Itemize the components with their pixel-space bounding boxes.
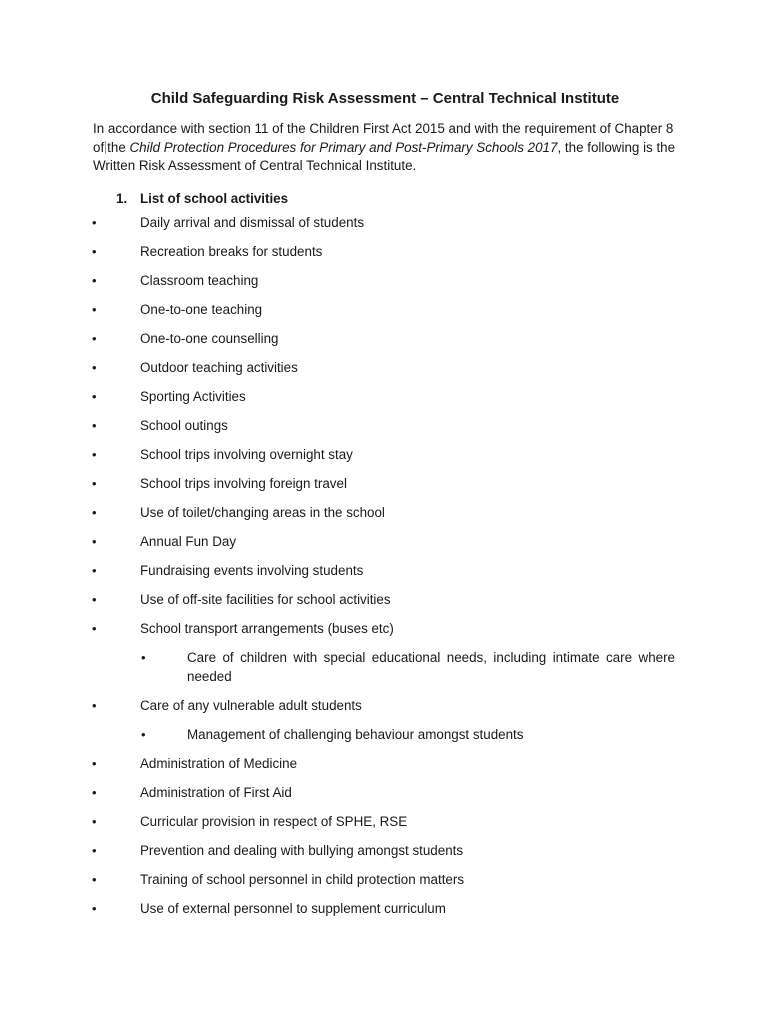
- list-item-text: School transport arrangements (buses etc): [140, 621, 394, 636]
- bullet-icon: •: [92, 592, 97, 607]
- list-item-text: School trips involving overnight stay: [140, 447, 353, 462]
- intro-text-part3: , the following is the Written Risk Assessment of Central Technical Institute.: [93, 139, 676, 173]
- list-item-text: Fundraising events involving students: [140, 563, 364, 578]
- list-item-text: Administration of Medicine: [140, 756, 298, 771]
- section-heading-text: List of school activities: [140, 191, 289, 206]
- bullet-icon: •: [92, 215, 97, 230]
- list-item-text: Use of toilet/changing areas in the school: [140, 505, 385, 520]
- section-heading-activities: [116, 190, 288, 208]
- bullet-icon: •: [92, 756, 97, 771]
- list-item-text: Annual Fun Day: [140, 534, 237, 549]
- intro-text-part1: In accordance with section 11 of the Children First Act 2015 and with the requirement of Chapter 8 of: [93, 121, 674, 155]
- list-item-text: Training of school personnel in child protection matters: [140, 872, 465, 887]
- bullet-icon: •: [92, 418, 97, 433]
- list-item-text: Curricular provision in respect of SPHE, RSE: [140, 814, 408, 829]
- bullet-icon: •: [92, 785, 97, 800]
- bullet-icon: •: [92, 621, 97, 636]
- bullet-icon: •: [92, 244, 97, 259]
- list-item-text: One-to-one counselling: [140, 331, 279, 346]
- list-item-text: Administration of First Aid: [140, 785, 292, 800]
- bullet-icon: •: [92, 505, 97, 520]
- bullet-icon: •: [92, 872, 97, 887]
- bullet-icon: •: [92, 843, 97, 858]
- list-item-text: School outings: [140, 418, 228, 433]
- bullet-icon: •: [92, 534, 97, 549]
- bullet-icon: •: [92, 273, 97, 288]
- bullet-icon: •: [92, 563, 97, 578]
- bullet-icon: •: [92, 901, 97, 916]
- intro-paragraph: [93, 120, 683, 176]
- list-item-text: Use of external personnel to supplement curriculum: [140, 901, 446, 916]
- bullet-icon: •: [92, 476, 97, 491]
- list-item-text: One-to-one teaching: [140, 302, 263, 317]
- bullet-icon: •: [141, 727, 146, 742]
- list-item-text: Care of any vulnerable adult students: [140, 698, 362, 713]
- bullet-icon: •: [92, 302, 97, 317]
- list-item-text: Prevention and dealing with bullying amongst students: [140, 843, 464, 858]
- bullet-icon: •: [92, 814, 97, 829]
- bullet-icon: •: [92, 447, 97, 462]
- bullet-icon: •: [92, 331, 97, 346]
- list-item-text: School trips involving foreign travel: [140, 476, 347, 491]
- sub-list-item-text: Care of children with special educational needs, including intimate care where needed: [187, 650, 675, 684]
- list-item-text: Daily arrival and dismissal of students: [140, 215, 365, 230]
- bullet-icon: •: [92, 389, 97, 404]
- list-item-text: Recreation breaks for students: [140, 244, 323, 259]
- list-item-text: Outdoor teaching activities: [140, 360, 298, 375]
- sub-list-item-text: Management of challenging behaviour amongst students: [187, 727, 524, 742]
- section-number: 1.: [116, 191, 128, 206]
- document-title: Child Safeguarding Risk Assessment – Central Technical Institute: [150, 90, 620, 107]
- list-item-text: Use of off-site facilities for school activities: [140, 592, 391, 607]
- bullet-icon: •: [141, 650, 146, 665]
- intro-text-part2: the: [107, 139, 130, 155]
- list-item-text: Sporting Activities: [140, 389, 246, 404]
- bullet-icon: •: [92, 698, 97, 713]
- bullet-icon: •: [92, 360, 97, 375]
- intro-italic-reference: Child Protection Procedures for Primary and Post-Primary Schools 2017: [129, 139, 558, 155]
- list-item-text: Classroom teaching: [140, 273, 259, 288]
